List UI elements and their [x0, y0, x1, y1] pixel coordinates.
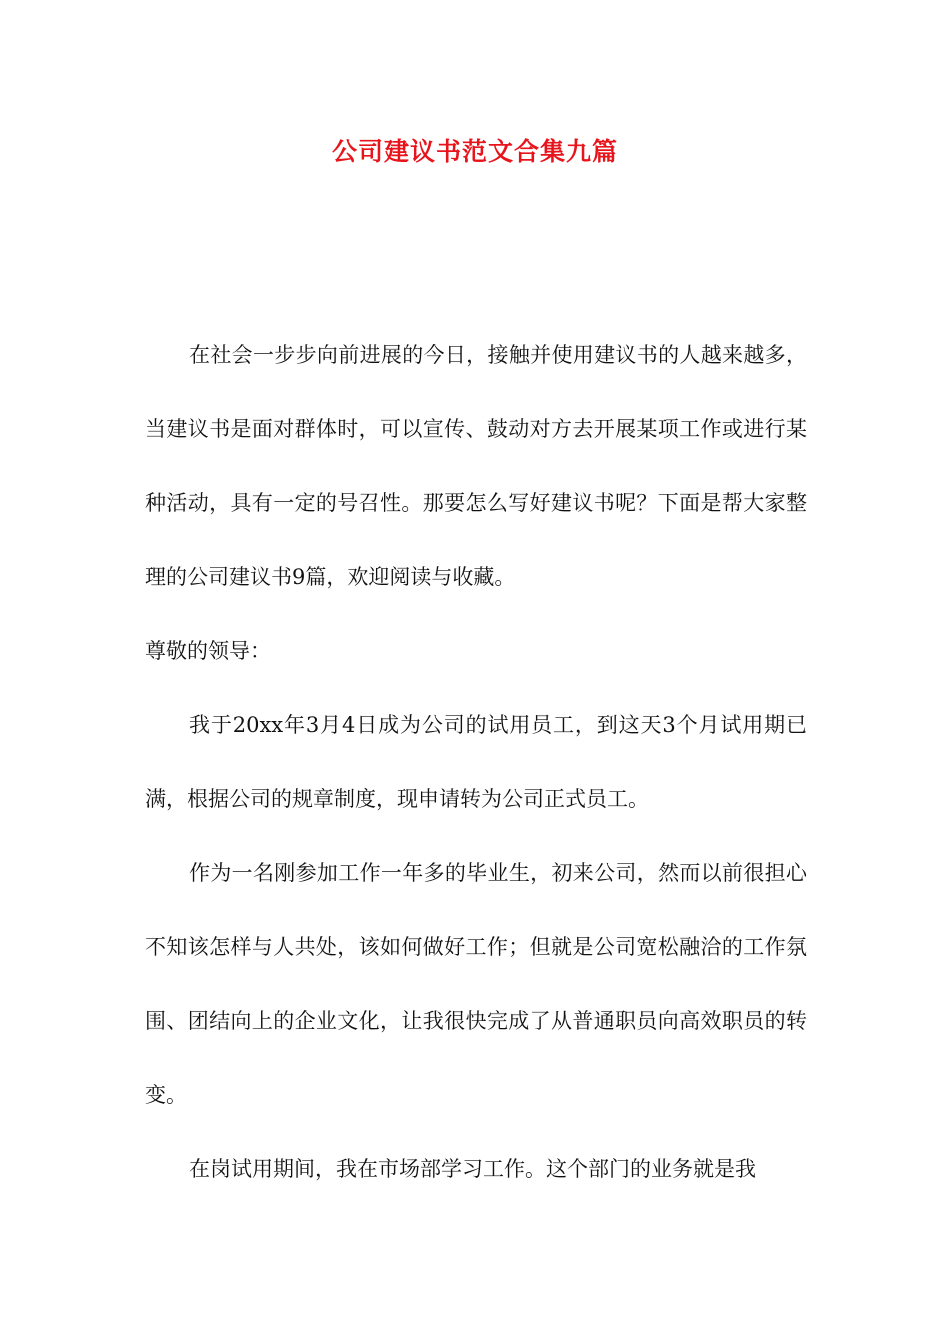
salutation: 尊敬的领导：	[145, 639, 271, 663]
paragraph-department: 在岗试用期间，我在市场部学习工作。这个部门的业务就是我	[189, 1157, 756, 1181]
paragraph-experience: 作为一名刚参加工作一年多的毕业生，初来公司，然而以前很担心不知该怎样与人共处，该如何做好工作；但就是公司宽松融洽的工作氛围、团结向上的企业文化，让我很快完成了从普通职员向高效职员的转变。	[145, 861, 807, 1107]
paragraph-probation: 我于20xx年3月4日成为公司的试用员工，到这天3个月试用期已满，根据公司的规章制度，现申请转为公司正式员工。	[145, 713, 807, 811]
document-body	[145, 318, 807, 1206]
document-title: 公司建议书范文合集九篇	[331, 137, 618, 166]
intro-paragraph: 在社会一步步向前进展的今日，接触并使用建议书的人越来越多，当建议书是面对群体时，可以宣传、鼓动对方去开展某项工作或进行某种活动，具有一定的号召性。那要怎么写好建议书呢？下面是帮大家整理的公司建议书9篇，欢迎阅读与收藏。	[145, 343, 807, 589]
